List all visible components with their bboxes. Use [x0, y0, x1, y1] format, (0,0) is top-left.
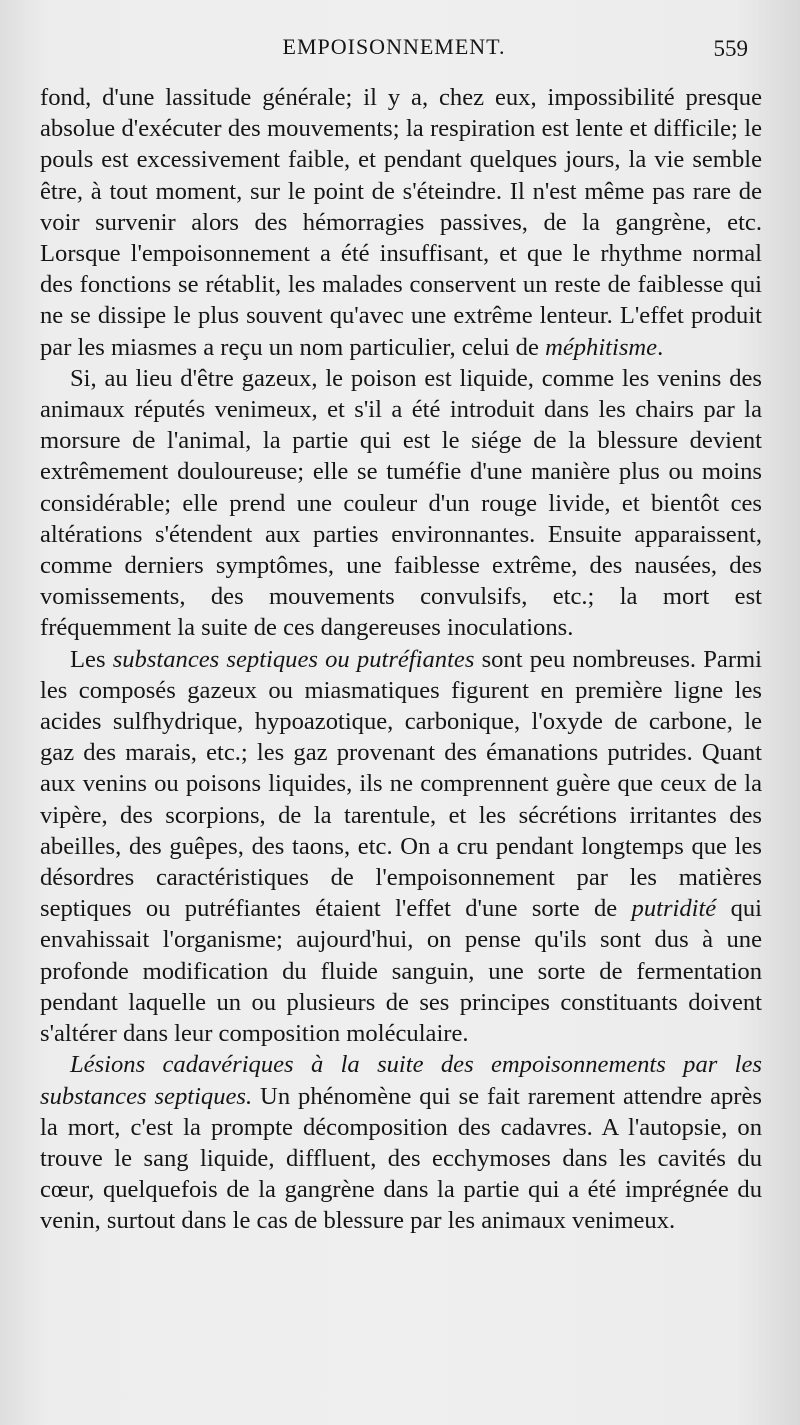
- paragraph-text: fond, d'une lassitude générale; il y a, chez eux, impossibilité presque absolue d'exécuter des mouvements; la respiration est lente et difficile; le pouls est excessivement faible, et pendant quelques jours, la vie semble être, à tout moment, sur le point de s'éteindre. Il n'est même pas rare de voir survenir alors des hémorragies passives, de la gangrène, etc. Lorsque l'empoisonnement a été insuffisant, et que le rhythme normal des fonctions se rétablit, les malades conservent un reste de faiblesse qui ne se dissipe le plus souvent qu'avec une extrême lenteur. L'effet produit par les miasmes a reçu un nom particulier, celui de: [40, 84, 762, 361]
- paragraph-1: [40, 82, 762, 363]
- page-body: [40, 82, 762, 1237]
- page-header: [40, 28, 748, 68]
- section-heading-italic: Lésions cadavériques à la suite des empoisonnements par les substances septiques.: [40, 1051, 762, 1110]
- paragraph-2: [40, 363, 762, 644]
- paragraph-text: Un phénomène qui se fait rarement attendre après la mort, c'est la prompte décomposition des cadavres. A l'autopsie, on trouve le sang liquide, diffluent, des ecchymoses dans les cavités du cœur, quelquefois de la gangrène dans la partie qui a été imprégnée du venin, surtout dans le cas de blessure par les animaux venimeux.: [40, 1082, 762, 1235]
- running-title: EMPOISONNEMENT.: [282, 34, 506, 59]
- page-number: 559: [713, 36, 748, 61]
- paragraph-4: [40, 1049, 762, 1236]
- italic-term: substances septiques ou putréfiantes: [112, 645, 475, 673]
- italic-term: méphitisme: [545, 333, 658, 361]
- paragraph-text: .: [657, 333, 664, 361]
- paragraph-text: Les: [70, 645, 113, 673]
- paragraph-text: qui envahissait l'organisme; aujourd'hui, on pense qu'ils sont dus à une profonde modification du fluide sanguin, une sorte de fermentation pendant laquelle un ou plusieurs de ses principes constituants doivent s'altérer dans leur composition moléculaire.: [40, 895, 762, 1048]
- italic-term: putridité: [631, 895, 717, 923]
- paragraph-3: [40, 644, 762, 1050]
- paragraph-text: sont peu nombreuses. Parmi les composés gazeux ou miasmatiques figurent en première ligne les acides sulfhydrique, hypoazotique, carbonique, l'oxyde de carbone, le gaz des marais, etc.; les gaz provenant des émanations putrides. Quant aux venins ou poisons liquides, ils ne comprennent guère que ceux de la vipère, des scorpions, de la tarentule, et les sécrétions irritantes des abeilles, des guêpes, des taons, etc. On a cru pendant longtemps que les désordres caractéristiques de l'empoisonnement par les matières septiques ou putréfiantes étaient l'effet d'une sorte de: [40, 645, 762, 923]
- paragraph-text: Si, au lieu d'être gazeux, le poison est liquide, comme les venins des animaux réputés venimeux, et s'il a été introduit dans les chairs par la morsure de l'animal, la partie qui est le siége de la blessure devient extrêmement douloureuse; elle se tuméfie d'une manière plus ou moins considérable; elle prend une couleur d'un rouge livide, et bientôt ces altérations s'étendent aux parties environnantes. Ensuite apparaissent, comme derniers symptômes, une faiblesse extrême, des nausées, des vomissements, des mouvements convulsifs, etc.; la mort est fréquemment la suite de ces dangereuses inoculations.: [40, 364, 762, 642]
